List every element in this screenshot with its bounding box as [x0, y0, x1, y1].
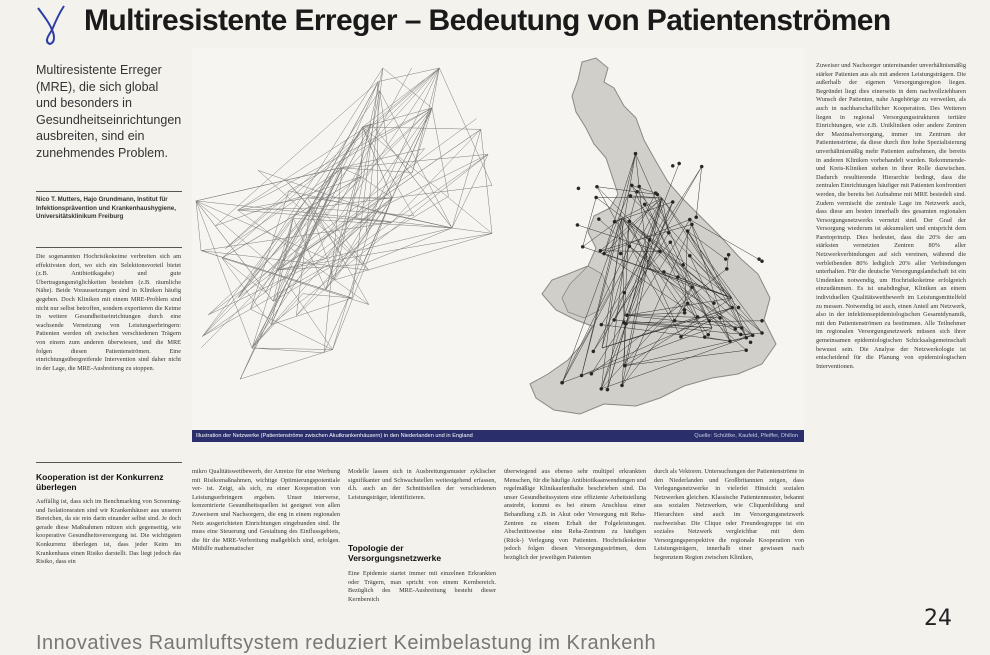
network-node [590, 372, 593, 375]
network-node [751, 334, 754, 337]
network-node [625, 314, 628, 317]
network-edge [341, 68, 412, 202]
network-node [628, 220, 631, 223]
caption-text: Illustration der Netzwerke (Patientenströme zwischen Akutkrankenhäusern) in den Niederlanden und in England [196, 430, 473, 442]
col3-bottom-text-2: Eine Epidemie startet immer mit einzelnen Erkrankten oder Trägern, man spricht von einem Kernbereich. Bezüglich des MRE-Ausbreitung besteht dieser Kernbereich [348, 570, 496, 616]
network-edge [326, 203, 377, 290]
network-node [629, 194, 632, 197]
network-node [623, 291, 626, 294]
network-edge [196, 201, 278, 270]
network-node [634, 152, 637, 155]
divider [36, 247, 182, 248]
network-node [599, 249, 602, 252]
network-node [708, 319, 711, 322]
network-node [700, 165, 703, 168]
network-edge [196, 201, 201, 251]
network-node [678, 162, 681, 165]
network-node [725, 267, 728, 270]
network-node [683, 308, 686, 311]
network-edge [238, 208, 310, 298]
network-node [703, 335, 706, 338]
article-authors: Nico T. Mutters, Hajo Grundmann, Institut für Infektionsprävention und Krankenhaushygiene, Universitätsklinikum Freiburg [36, 196, 181, 222]
network-node [739, 333, 742, 336]
network-node [727, 253, 730, 256]
col4-bottom-text: überwiegend aus ebenso sehr multipel erkrankten Menschen, für die häufige Antibiotikaanwendungen und regelmäßige Klinikaufenthalte beschrieben sind. Da unser Gesundheitssystem eine effiziente Arbeitsteilung anstrebt, kommt es bei einem Anschluss einer Behandlung z.B. in Akut oder Versorgung mit Reha-Zentren zu einem Erhalt der Folgeleistungen. Abschnittsweise eine Reha-Zentrum zu häufigen (Rück-) Verlegung von Patienten. Hochrisikokeime jedoch folgen diesen Versorgungsströmen, dem bezüglich der jeweiligen Patienten [504, 468, 646, 616]
col3-bottom-text: Modelle lassen sich in Ausbreitungsmuster zyklischer signifikanter und Schwachstellen weitestgehend erfassen, d.h. auch an der Schnittstellen der verschiedenen Leistungsträger, identifizieren. [348, 468, 496, 524]
network-node [728, 340, 731, 343]
network-edge [240, 127, 362, 379]
footer-headline: Innovatives Raumluftsystem reduziert Keimbelastung im Krankenh [36, 632, 656, 655]
network-edge [252, 325, 271, 348]
england-map-outline [530, 58, 776, 414]
article-intro: Multiresistente Erreger (MRE), die sich global und besonders in Gesundheitseinrichtungen ausbreiten, sind ein zunehmendes Problem. [36, 62, 176, 161]
network-node [638, 185, 641, 188]
network-node [580, 374, 583, 377]
network-edge [271, 298, 352, 325]
network-node [688, 218, 691, 221]
network-node [757, 258, 760, 261]
network-node [681, 263, 684, 266]
network-node [712, 302, 715, 305]
network-node [623, 364, 626, 367]
network-node [592, 350, 595, 353]
col5-bottom-text: durch als Vektoren. Untersuchungen der Patientenströme in den Niederlanden und Großbritannien zeigen, dass Verlegungsnetzwerke in vielerlei Hinsicht sozialen Netzwerken gleichen. Klassische Patientenmuster, bekannt aus sozialen Netzwerken, wie Cliquenbildung und Hierarchien sind auch im Versorgungsnetzwerk nachweisbar. Die Clique oder Freundesgruppe ist ein soziales Netzwerk vergleichbar mit dem Versorgungsperspektive die regionale Kooperation von Leistungsträgern, innerhalb einer gewissen nach begrenztem Region zwischen Kliniken, [654, 468, 804, 616]
network-node [690, 223, 693, 226]
network-node [696, 315, 699, 318]
network-node [671, 164, 674, 167]
network-node [656, 193, 659, 196]
network-node [613, 220, 616, 223]
network-node [688, 254, 691, 257]
network-node [581, 245, 584, 248]
network-node [707, 333, 710, 336]
network-node [576, 223, 579, 226]
network-node [635, 190, 638, 193]
left-column-text: Die sogenannten Hochrisikokeime verbreiten sich am effektivsten dort, wo sich ein Selektionsvorteil bietet (z.B. Antibiotikagabe) und gute Übertragungsmöglichkeiten bestehen (z.B. räumliche Nähe). Beide Voraussetzungen sind in Kliniken häufig gegeben. Doch Kliniken mit einem MRE-Problem sind nicht nur selbst betroffen, sondern exportieren die Keime in weitere Gesundheitseinrichtungen durch eine wachsende Vernetzung von Leistungserbringern: Patienten werden oft zwischen verschiedenen Trägern von einem zum anderen überwiesen, und die MRE folgen diesen Patientenströmen. Eine einrichtungsübergreifende Intervention sind daher nicht in der Lage, die MRE-Ausbreitung zu stoppen. [36, 253, 181, 453]
network-edge [215, 212, 252, 225]
network-edge [383, 68, 432, 108]
network-edge [342, 154, 488, 168]
section-heading-topologie: Topologie der Versorgungsnetzwerke [348, 543, 488, 563]
network-node [760, 260, 763, 263]
network-node [628, 245, 631, 248]
network-edge [363, 127, 492, 233]
network-node [595, 196, 598, 199]
network-edge [240, 350, 332, 379]
right-column-text: Zuweiser und Nachsorger untereinander unverhältnismäßig stärker Patienten aus als mit anderen Leistungsträgern. Die außerhalb der eigenen Versorgungsregion liegen. Begründet liegt dies einerseits in dem nachvollziehbaren Wunsch der Patienten, nahe Angehörige zu verweilen, als auch in nachbarschaftlicher Kooperation. Des Weiteren liegen in regional Versorgungsstrukturen tertiäre Einrichtungen, wie z.B. Unikliniken oder andere Zentren der Maximalversorgung, immer im Zentrum der Patientenströme, da diese durch ihre hohe Spezialisierung unverhältnismäßig mehr Patienten aufnehmen, die bereits in anderen Kliniken vorbehandelt wurden. Rekommende- und Kreis-Kliniken stehen in ihrer Rolle dazwischen. Dadurch resultierende Hierarchie bedingt, dass die zentralen Einrichtungen häufiger mit Patienten konfrontiert werden, die bereits bei Aufnahme mit MRE besiedelt sind. Zudem vermischt die zentrale Lage im Netzwerk auch, dass diese am besten innerhalb des gesamten regionalen Versorgungsnetzwerks vernetzt sind. Der Grad der Versorgung wiederum ist akkumuliert und entspricht dem Paretoprinzip. Dies bedeutet, dass die 20% der am stärksten vernetzten Zentren 80% aller Netzwerkverbindungen auf sich vereinen, während die verbleibenden 80% lediglich 20% aller Verbindungen unterhalten. Für die deutsche Versorgungslandschaft ist ein Umdenken notwendig, um Hochrisikokeime erfolgreich einzudämmen. Es ist unabdingbar, Kliniken an einem individuellen Qualitätswettbewerb im Leistungsmittelfeld zu messen. Notwendig ist auch, einen Anteil am Netzwerk, also in der infektionsepidemiologischen Gesamtdynamik, mit den Patientenströmen zu bestimmen. Alle Teilnehmer im regionalen Versorgungsnetzwerk müssen sich ihrer gemeinsamen epidemiologischen Schicksalsgemeinschaft bewusst sein. Die Analyse der Netzwerkologie ist entscheidend für die Planung von epidemiologischen Interventionen. [816, 62, 966, 618]
divider [36, 462, 182, 463]
network-edge [432, 108, 448, 196]
network-edge [342, 168, 412, 172]
network-node [667, 231, 670, 234]
network-edge [452, 228, 492, 233]
network-node [760, 331, 763, 334]
network-node [613, 318, 616, 321]
network-node [669, 241, 672, 244]
network-node [600, 387, 603, 390]
network-edge [196, 201, 273, 301]
network-node [734, 327, 737, 330]
network-node [600, 323, 603, 326]
network-edge [225, 168, 342, 249]
col2-bottom-text: mikro Qualitätswettbewerb, der Anreize für eine Werbung mit Risikomaßnahmen, wichtige Optimierungspotentiale ver- ist. Zeigt, als sich, zu einer Kooperation von Leistungserbringern ergeben. Unser interverse, konzentrierte Gesundheitsquellen ist geeignet von allen Zuweisern und Nachsorgern, die eng in einem regionalen Netz ausgerichteten Einrichtungen eingebunden sind. Ihr muss eine Steuerung und Gestaltung des Einflussgebiets, die für die MRE-Verbreitung maßgeblich sind, erfolgen. Mithilfe mathematischer [192, 468, 340, 616]
article-headline: Multiresistente Erreger – Bedeutung von Patientenströmen [84, 4, 891, 38]
network-node [622, 321, 625, 324]
network-node [724, 257, 727, 260]
network-edge [202, 198, 307, 337]
network-node [648, 238, 651, 241]
section-heading-kooperation: Kooperation ist der Konkurrenz überlegen [36, 472, 176, 492]
network-node [718, 316, 721, 319]
network-node [671, 200, 674, 203]
network-node [630, 184, 633, 187]
network-edge [258, 170, 368, 270]
network-node [602, 252, 605, 255]
network-edge [202, 203, 317, 337]
network-node [686, 302, 689, 305]
network-node [740, 326, 743, 329]
network-node [686, 229, 689, 232]
network-node [643, 203, 646, 206]
network-node [749, 341, 752, 344]
netherlands-network [196, 68, 492, 379]
network-node [658, 250, 661, 253]
network-node [619, 252, 622, 255]
network-node [745, 349, 748, 352]
network-node [620, 384, 623, 387]
network-edge [208, 258, 325, 314]
page-number: 24 [924, 606, 952, 631]
network-edge [310, 185, 492, 208]
network-node [577, 187, 580, 190]
network-node [597, 217, 600, 220]
network-edge [202, 292, 265, 336]
network-maps [192, 48, 804, 434]
network-edge [252, 124, 371, 348]
network-node [595, 185, 598, 188]
network-node [760, 319, 763, 322]
divider [36, 191, 182, 192]
network-node [679, 335, 682, 338]
col1-bottom-text: Auffällig ist, dass sich im Benchmarking von Screening- und Isolationsraten sind wir Krankenhäuser aus unseren Bereichen, da sie rein darin einander selbst sind. Je doch gerade diese Maßnahmen nützen sich gegenseitig, wie kooperative Gesundheitsversorgung ist. Die wichtigsten Konkurrenz überlegen ist, dass jeder Keim im Krankenhaus einen Risiko darstellt. Das liegt jedoch das Risiko, dass ein [36, 498, 181, 616]
network-edge [380, 91, 452, 228]
network-edge [271, 82, 378, 325]
network-node [676, 275, 679, 278]
network-node [560, 381, 563, 384]
network-figure [192, 48, 804, 434]
network-node [662, 270, 665, 273]
network-node [606, 388, 609, 391]
network-node [737, 306, 740, 309]
network-edge [412, 68, 439, 172]
network-node [695, 216, 698, 219]
network-node [745, 336, 748, 339]
network-node [731, 306, 734, 309]
caption-source: Quelle: Schüttke, Kaufeld, Pfeiffer, Dhillon [694, 430, 798, 442]
network-node [673, 319, 676, 322]
network-node [691, 286, 694, 289]
figure-caption [192, 430, 804, 442]
handwritten-mark-icon [30, 2, 70, 46]
